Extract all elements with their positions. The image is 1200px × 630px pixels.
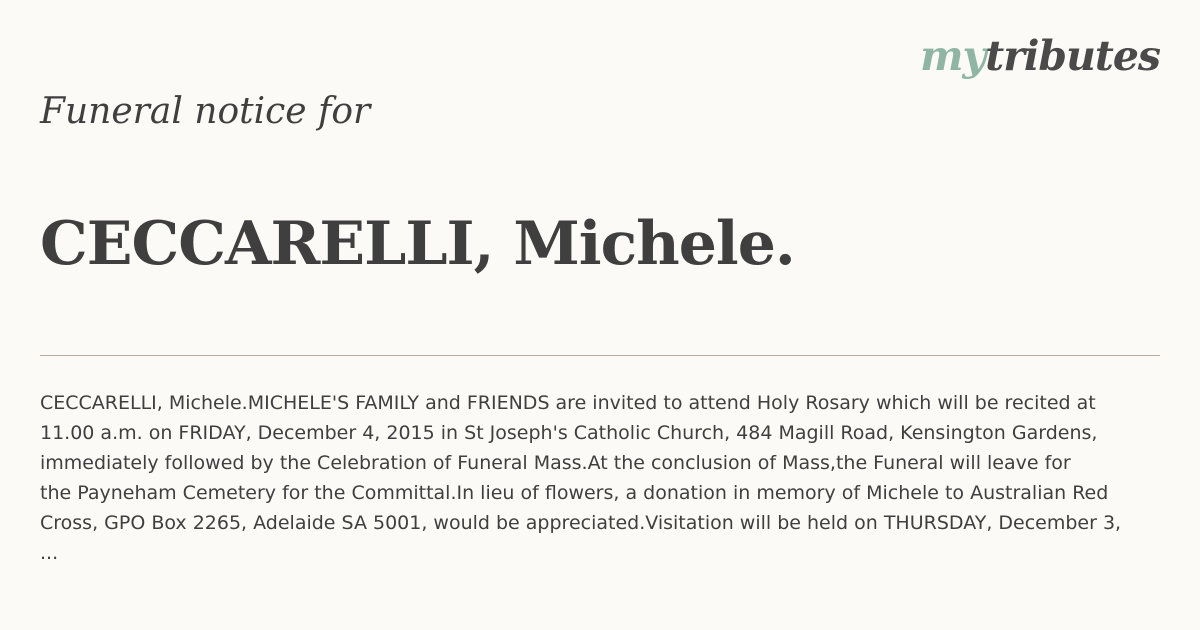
divider: [40, 355, 1160, 356]
logo-tributes: tributes: [985, 32, 1160, 80]
notice-kicker: Funeral notice for: [40, 91, 371, 132]
deceased-name: CECCARELLI, Michele.: [40, 209, 795, 279]
notice-body: CECCARELLI, Michele.MICHELE'S FAMILY and FRIENDS are invited to attend Holy Rosary which will be recited at 11.00 a.m. on FRIDAY, December 4, 2015 in St Joseph's Catholic Church, 484 Magill Road, Kensington Gardens, immediately followed by the Celebration of Funeral Mass.At the conclusion of Mass,the Funeral will leave for the Payneham Cemetery for the Committal.In lieu of flowers, a donation in memory of Michele to Australian Red Cross, GPO Box 2265, Adelaide SA 5001, would be appreciated.Visitation will be held on THURSDAY, December 3, ...: [40, 392, 1122, 564]
mytributes-logo[interactable]: [920, 33, 1160, 80]
logo-my: my: [920, 32, 986, 80]
